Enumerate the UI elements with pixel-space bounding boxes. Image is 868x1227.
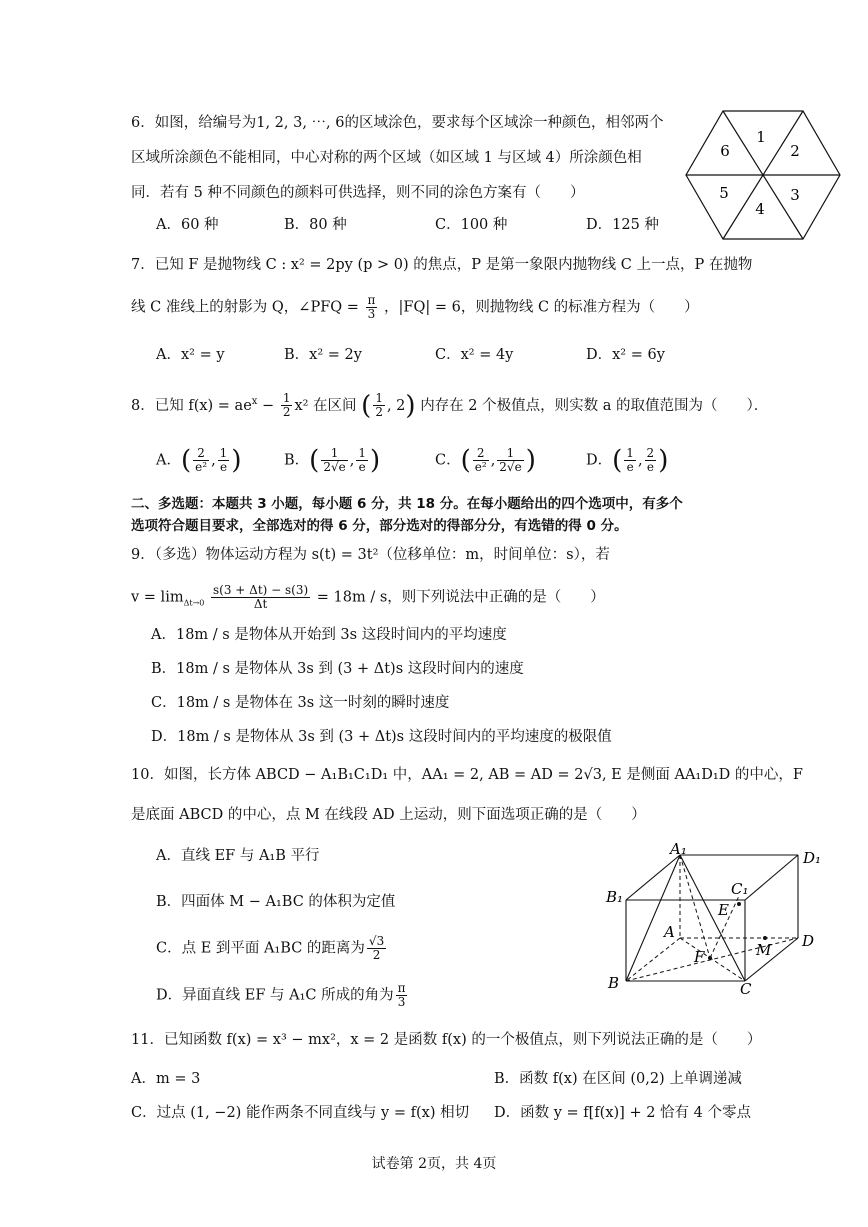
section2-line2: 选项符合题目要求，全部选对的得 6 分，部分选对的得部分分，有选错的得 0 分。	[131, 518, 628, 534]
q6-option-c: C．100 种	[435, 217, 508, 233]
q7-option-b: B．x² = 2y	[284, 347, 362, 363]
q8-line1: 8．已知 $f(x) = ae^x$ − $\frac{1}{2}$ x² 在区间 ( $\frac{1}{2}$ , 2) 内存在 2 个极值点，则实数 a 的取值范围为（ ）．	[131, 390, 769, 421]
q8-option-d: D．( $\frac{1}{e}$ , $\frac{2}{e}$ )	[586, 445, 669, 476]
q10-option-a: A．直线 EF 与 A₁B 平行	[156, 848, 320, 864]
svg-text:C₁: C₁	[731, 880, 749, 898]
svg-text:M: M	[756, 941, 772, 959]
hex-label-4: 4	[755, 200, 765, 218]
q9-option-a: A．18m / s 是物体从开始到 3s 这段时间内的平均速度	[151, 627, 507, 643]
q11-option-c: C．过点 (1, −2) 能作两条不同直线与 y = f(x) 相切	[131, 1105, 470, 1121]
q10-option-c: C．点 E 到平面 A₁BC 的距离为 $\frac{√3}{2}$	[156, 934, 385, 962]
q8-option-c: C．( $\frac{2}{\text{e²}}$ , $\frac{1}{2√e}$ )	[435, 445, 536, 476]
svg-text:B₁: B₁	[606, 888, 624, 906]
hexagon-figure	[683, 108, 843, 242]
q7-line2-b: ，|FQ| = 6，则抛物线 C 的标准方程为（ ）	[384, 299, 699, 316]
q10-option-d: D．异面直线 EF 与 A₁C 所成的角为 $\frac{\pi}{3}$	[156, 981, 406, 1009]
q10-line2: 是底面 ABCD 的中心，点 M 在线段 AD 上运动，则下面选项正确的是（ ）	[131, 807, 646, 823]
q6-line1: 6．如图，给编号为1, 2, 3, ⋯, 6的区域涂色，要求每个区域涂一种颜色，相邻两个	[131, 115, 664, 131]
q11-option-a: A．m = 3	[131, 1071, 201, 1087]
q7-option-c: C．x² = 4y	[435, 347, 514, 363]
q7-option-a: A．x² = y	[156, 347, 225, 363]
svg-text:C: C	[740, 980, 752, 998]
svg-text:E: E	[718, 901, 729, 919]
point-f	[708, 956, 712, 960]
q6-line3: 同．若有 5 种不同颜色的颜料可供选择，则不同的涂色方案有（ ）	[131, 185, 585, 201]
svg-text:B: B	[608, 974, 620, 992]
hex-label-2: 2	[790, 142, 800, 160]
q10-line1: 10．如图，长方体 ABCD − A₁B₁C₁D₁ 中，AA₁ = 2, AB = AD = 2√3, E 是侧面 AA₁D₁D 的中心，F	[131, 767, 803, 783]
q7-line2	[131, 294, 699, 321]
hex-label-5: 5	[719, 184, 729, 202]
q9-option-d: D．18m / s 是物体从 3s 到 (3 + Δt)s 这段时间内的平均速度的极限值	[151, 729, 612, 745]
q6-option-b: B．80 种	[284, 217, 347, 233]
hex-label-1: 1	[756, 128, 766, 146]
q7-line1: 7．已知 F 是抛物线 C : x² = 2py (p > 0) 的焦点，P 是第一象限内抛物线 C 上一点，P 在抛物	[131, 257, 753, 273]
q9-option-b: B．18m / s 是物体从 3s 到 (3 + Δt)s 这段时间内的速度	[151, 661, 524, 677]
q11-option-b: B．函数 f(x) 在区间 (0,2) 上单调递减	[494, 1071, 742, 1087]
svg-text:A₁: A₁	[670, 840, 687, 858]
q6-option-a: A．60 种	[156, 217, 219, 233]
q9-option-c: C．18m / s 是物体在 3s 这一时刻的瞬时速度	[151, 695, 450, 711]
q8-option-a: A．( $\frac{2}{\text{e²}}$ , $\frac{1}{e}$ )	[156, 445, 242, 476]
section2-line1: 二、多选题：本题共 3 小题，每小题 6 分，共 18 分。在每小题给出的四个选项中，有多个	[131, 496, 683, 512]
hex-label-6: 6	[720, 142, 730, 160]
point-m	[763, 936, 767, 940]
svg-text:A: A	[664, 923, 675, 941]
page-footer: 试卷第 2页，共 4页	[371, 1156, 497, 1172]
svg-text:F: F	[694, 948, 705, 966]
q11-line1: 11．已知函数 f(x) = x³ − mx²，x = 2 是函数 f(x) 的一个极值点，则下列说法正确的是（ ）	[131, 1032, 762, 1048]
cuboid-figure	[600, 838, 830, 998]
q7-option-d: D．x² = 6y	[586, 347, 665, 363]
q6-line2: 区域所涂颜色不能相同，中心对称的两个区域（如区域 1 与区域 4）所涂颜色相	[131, 150, 642, 166]
hex-label-3: 3	[790, 186, 800, 204]
q7-fraction: $\frac{\pi}{3}$	[367, 293, 376, 321]
q9-line2: $v = \lim_{\Delta t\to 0}$ $\frac{s(3 + \Delta t) - s(3)}{\Delta t}$ = 18m / s，则下列说法中正确的是（ ）	[131, 583, 605, 611]
svg-text:D: D	[802, 932, 815, 950]
q7-line2-a: 线 C 准线上的射影为 Q，∠PFQ =	[131, 299, 359, 316]
q11-option-d: D．函数 y = f[f(x)] + 2 恰有 4 个零点	[494, 1105, 751, 1121]
q10-option-b: B．四面体 M − A₁BC 的体积为定值	[156, 894, 396, 910]
q6-option-d: D．125 种	[586, 217, 659, 233]
q9-line1: 9．（多选）物体运动方程为 s(t) = 3t²（位移单位：m，时间单位：s），若	[131, 547, 610, 563]
q8-option-b: B．( $\frac{1}{2√e}$ , $\frac{1}{e}$ )	[284, 445, 381, 476]
svg-text:D₁: D₁	[803, 849, 822, 867]
point-e	[737, 902, 741, 906]
